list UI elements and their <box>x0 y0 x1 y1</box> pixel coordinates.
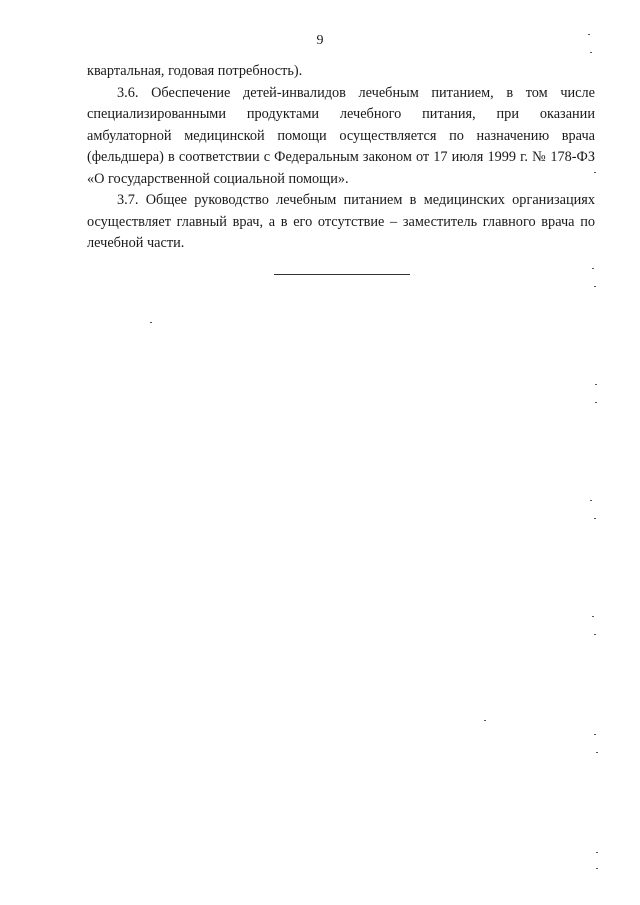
scan-speck <box>592 616 594 617</box>
scan-speck <box>592 268 594 269</box>
scan-speck <box>596 852 598 853</box>
scan-speck <box>594 286 596 287</box>
scan-speck <box>150 322 152 323</box>
paragraph-3-6: 3.6. Обеспечение детей-инвалидов лечебным питанием, в том числе специализированными продуктами лечебного питания, при оказании амбулаторной медицинской помощи осуществляется по назначению врача (фельдшера) в соответствии с Федеральным законом от 17 июля 1999 г. № 178-ФЗ «О государственной социальной помощи». <box>87 84 595 187</box>
scan-speck <box>594 734 596 735</box>
scan-speck <box>596 752 598 753</box>
paragraph-3-7: 3.7. Общее руководство лечебным питанием в медицинских организациях осуществляет главный врач, а в его отсутствие – заместитель главного врача по лечебной части. <box>87 192 595 251</box>
scan-speck <box>595 402 597 403</box>
scan-speck <box>594 634 596 635</box>
scan-speck <box>595 384 597 385</box>
scan-speck <box>590 500 592 501</box>
body-text <box>87 61 595 255</box>
scan-speck <box>594 518 596 519</box>
page-number: 9 <box>316 33 324 48</box>
paragraph-continuation: квартальная, годовая потребность). <box>87 63 303 79</box>
closing-separator-line <box>274 274 410 275</box>
scan-speck <box>590 52 592 53</box>
scan-speck <box>596 868 598 869</box>
scan-speck <box>588 34 590 35</box>
scan-speck <box>594 172 596 173</box>
scan-speck <box>484 720 486 721</box>
